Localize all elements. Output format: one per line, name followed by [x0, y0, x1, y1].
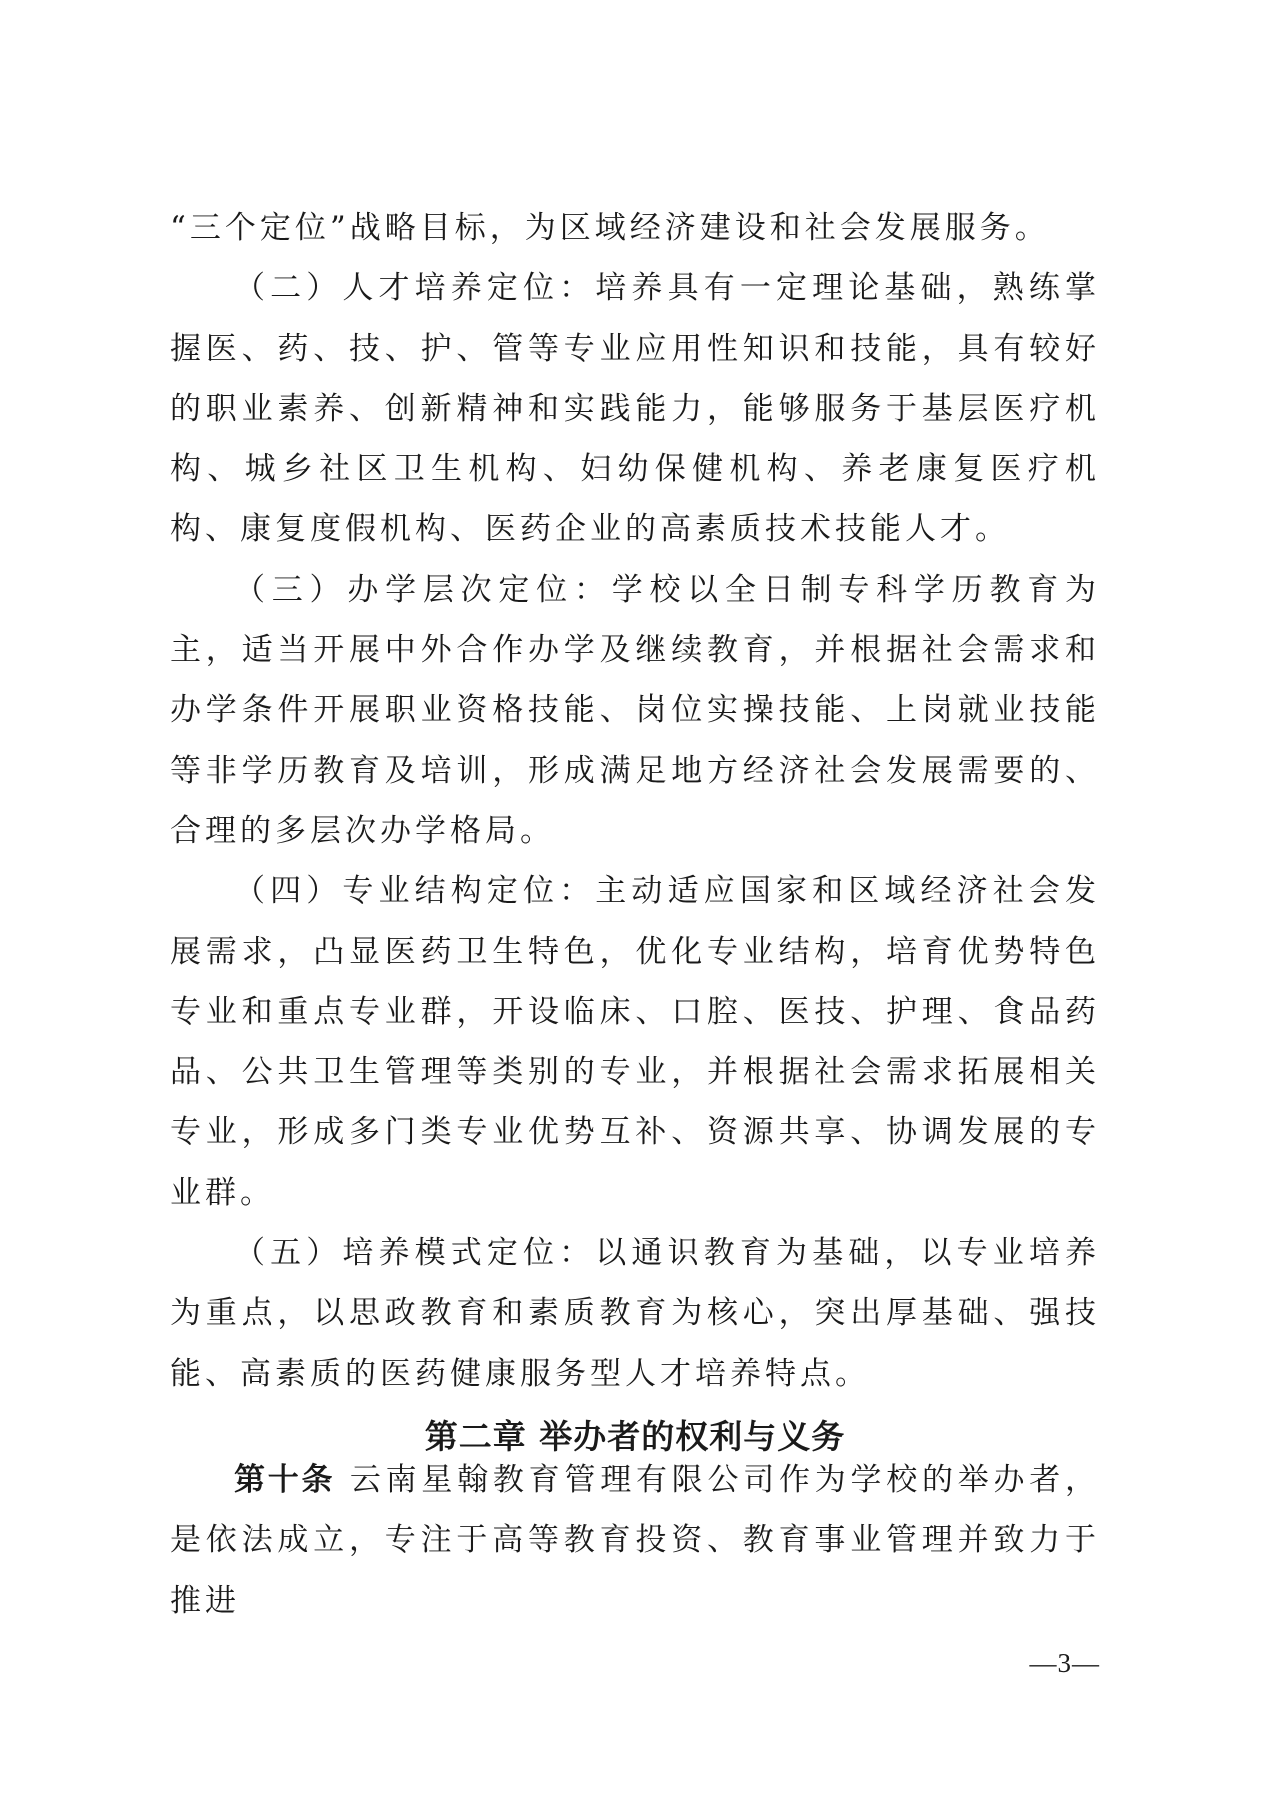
paragraph-structure-positioning: （四）专业结构定位：主动适应国家和区域经济社会发展需求，凸显医药卫生特色，优化专业结构，培育优势特色专业和重点专业群，开设临床、口腔、医技、护理、食品药品、公共卫生管理等类别的专业，并根据社会需求拓展相关专业，形成多门类专业优势互补、资源共享、协调发展的专业群。 — [170, 873, 1100, 1211]
paragraph-talent-positioning: （二）人才培养定位：培养具有一定理论基础，熟练掌握医、药、技、护、管等专业应用性知识和技能，具有较好的职业素养、创新精神和实践能力，能够服务于基层医疗机构、城乡社区卫生机构、妇幼保健机构、养老康复医疗机构、康复度假机构、医药企业的高素质技术技能人才。 — [170, 270, 1100, 548]
article-text: 云南星翰教育管理有限公司作为学校的举办者，是依法成立，专注于高等教育投资、教育事业管理并致力于推进 — [170, 1462, 1101, 1619]
article-label: 第十条 — [234, 1462, 336, 1498]
page-number: —3— — [1029, 1648, 1100, 1678]
paragraph-level-positioning: （三）办学层次定位：学校以全日制专科学历教育为主，适当开展中外合作办学及继续教育，并根据社会需求和办学条件开展职业资格技能、岗位实操技能、上岗就业技能等非学历教育及培训，形成满足地方经济社会发展需要的、合理的多层次办学格局。 — [170, 571, 1100, 849]
article-spacer — [335, 1462, 350, 1498]
article-paragraph — [170, 1450, 1100, 1631]
paragraph-mode-positioning: （五）培养模式定位：以通识教育为基础，以专业培养为重点，以思政教育和素质教育为核心，突出厚基础、强技能、高素质的医药健康服务型人才培养特点。 — [170, 1235, 1100, 1392]
paragraph-continuation: “三个定位”战略目标，为区域经济建设和社会发展服务。 — [170, 210, 1050, 246]
body-text — [170, 198, 1100, 1404]
article-section — [170, 1450, 1100, 1631]
chapter-heading: 第二章 举办者的权利与义务 — [424, 1417, 846, 1456]
